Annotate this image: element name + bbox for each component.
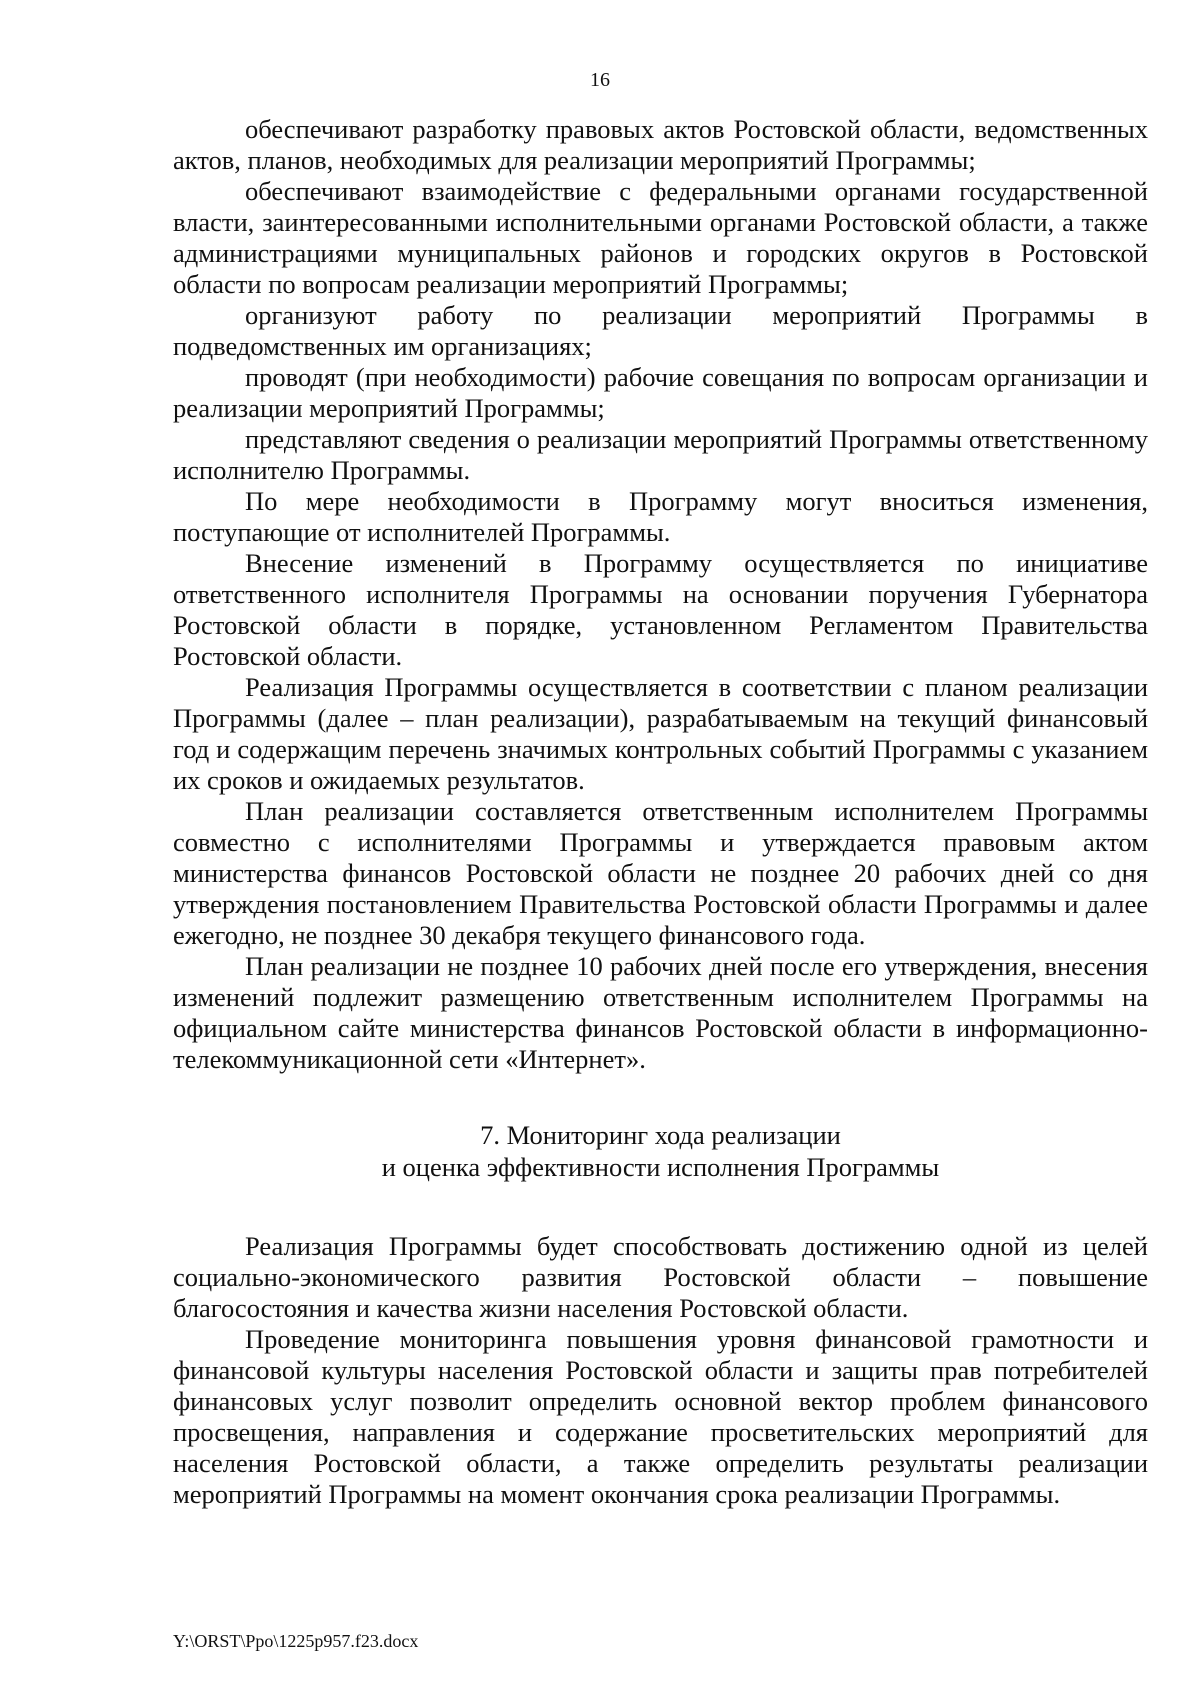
paragraph: проводят (при необходимости) рабочие совещания по вопросам организации и реализации мероприятий Программы; <box>173 362 1148 423</box>
paragraph: План реализации составляется ответственным исполнителем Программы совместно с исполнителями Программы и утверждается правовым актом министерства финансов Ростовской области не позднее 20 рабочих дней со дня утверждения постановлением Правительства Ростовской области Программы и далее ежегодно, не позднее 30 декабря текущего финансового года. <box>173 796 1148 950</box>
document-body <box>173 114 1148 1510</box>
paragraph: Реализация Программы осуществляется в соответствии с планом реализации Программы (далее – план реализации), разрабатываемым на текущий финансовый год и содержащим перечень значимых контрольных событий Программы с указанием их сроков и ожидаемых результатов. <box>173 672 1148 795</box>
section-heading-line: 7. Мониторинг хода реализации <box>480 1120 841 1150</box>
section-heading-line: и оценка эффективности исполнения Программы <box>381 1152 940 1182</box>
paragraph: обеспечивают разработку правовых актов Ростовской области, ведомственных актов, планов, необходимых для реализации мероприятий Программы; <box>173 114 1148 175</box>
paragraph: План реализации не позднее 10 рабочих дней после его утверждения, внесения изменений подлежит размещению ответственным исполнителем Программы на официальном сайте министерства финансов Ростовской области в информационно-телекоммуникационной сети «Интернет». <box>173 951 1148 1074</box>
paragraph: обеспечивают взаимодействие с федеральными органами государственной власти, заинтересованными исполнительными органами Ростовской области, а также администрациями муниципальных районов и городских округов в Ростовской области по вопросам реализации мероприятий Программы; <box>173 176 1148 299</box>
paragraph: Реализация Программы будет способствовать достижению одной из целей социально-экономического развития Ростовской области – повышение благосостояния и качества жизни населения Ростовской области. <box>173 1231 1148 1323</box>
paragraph: Внесение изменений в Программу осуществляется по инициативе ответственного исполнителя Программы на основании поручения Губернатора Ростовской области в порядке, установленном Регламентом Правительства Ростовской области. <box>173 548 1148 671</box>
section-heading <box>173 1119 1148 1183</box>
paragraph: представляют сведения о реализации мероприятий Программы ответственному исполнителю Программы. <box>173 424 1148 485</box>
paragraph: По мере необходимости в Программу могут вноситься изменения, поступающие от исполнителей Программы. <box>173 486 1148 547</box>
page-number: 16 <box>590 69 610 91</box>
paragraph: организуют работу по реализации мероприятий Программы в подведомственных им организациях; <box>173 300 1148 361</box>
paragraph: Проведение мониторинга повышения уровня финансовой грамотности и финансовой культуры населения Ростовской области и защиты прав потребителей финансовых услуг позволит определить основной вектор проблем финансового просвещения, направления и содержание просветительских мероприятий для населения Ростовской области, а также определить результаты реализации мероприятий Программы на момент окончания срока реализации Программы. <box>173 1324 1148 1509</box>
footer-file-path: Y:\ORST\Ppo\1225p957.f23.docx <box>173 1631 419 1651</box>
